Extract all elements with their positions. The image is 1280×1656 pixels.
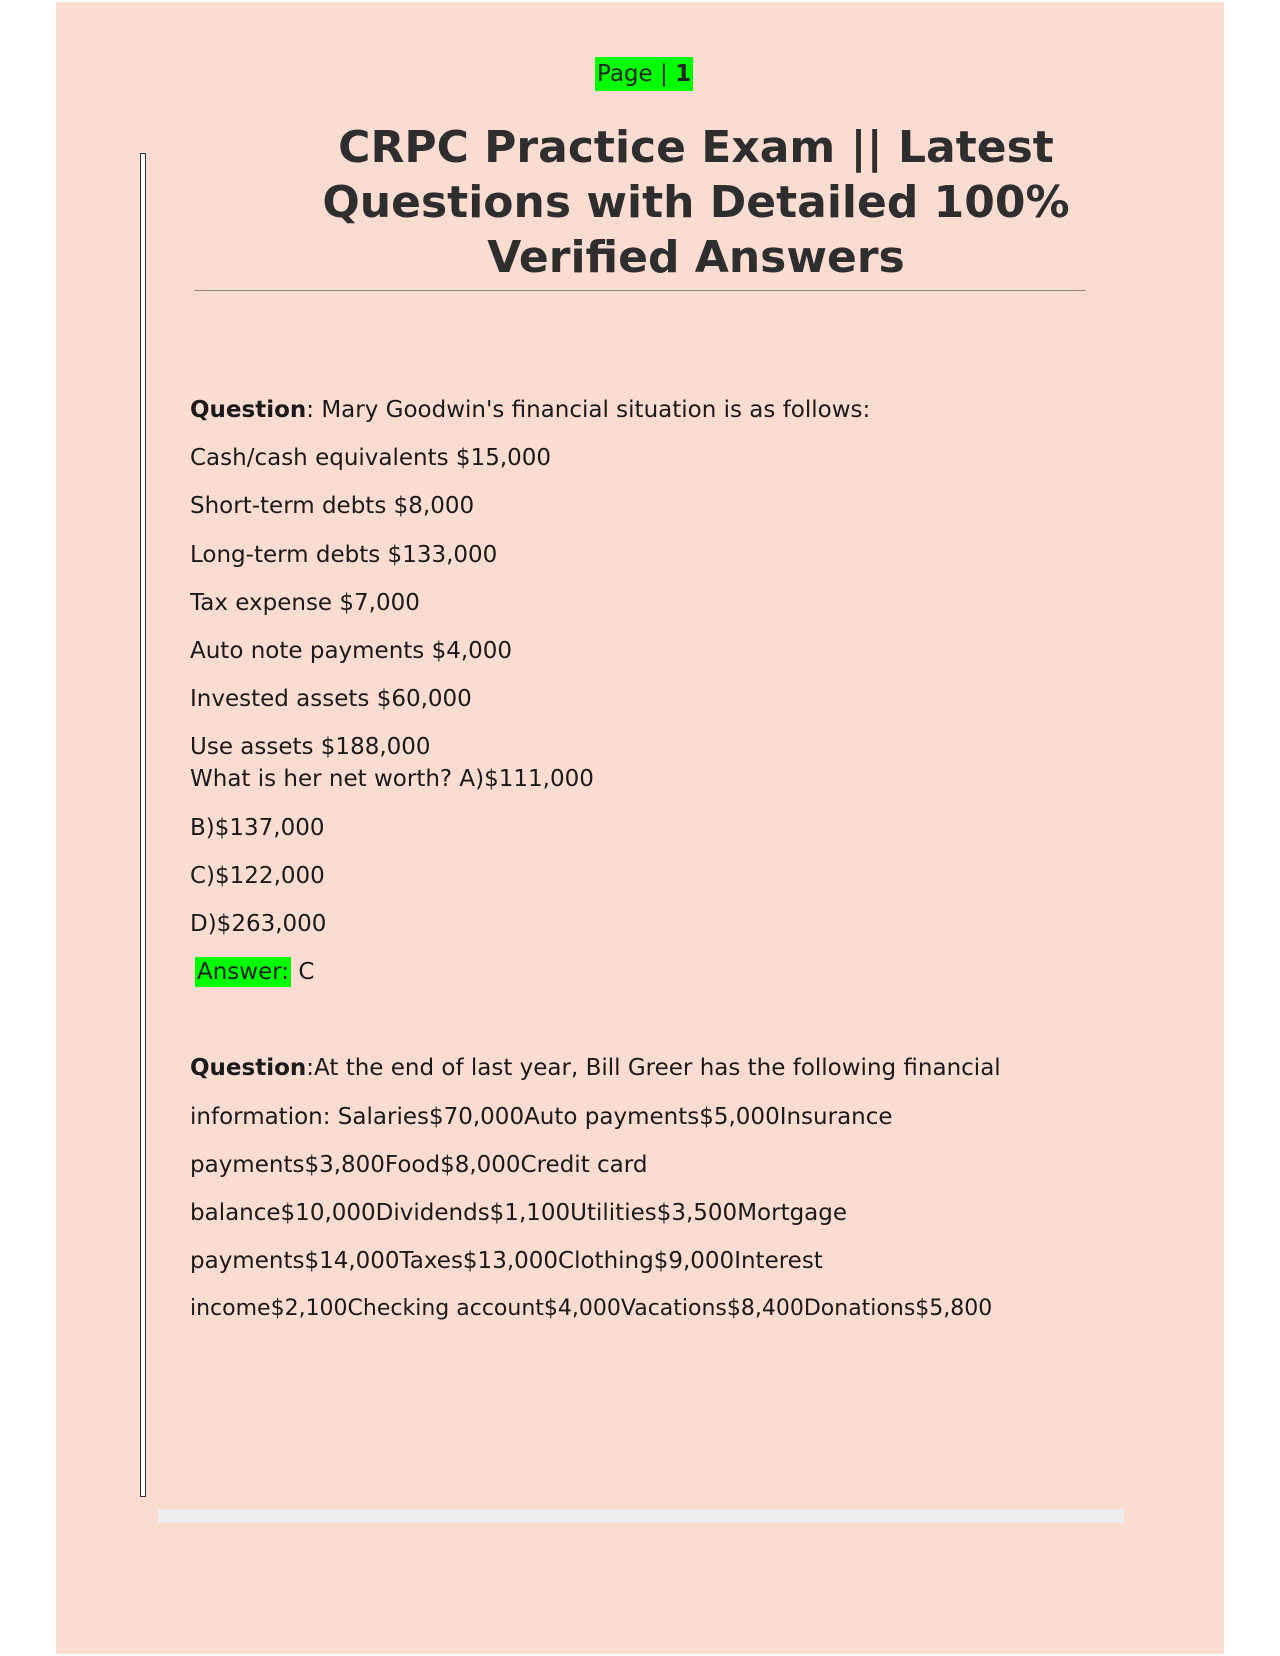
- page-number: 1: [675, 61, 692, 87]
- question-2-line: balance$10,000Dividends$1,100Utilities$3,500Mortgage: [190, 1200, 848, 1226]
- question-1-item: Long-term debts $133,000: [190, 542, 498, 568]
- question-1-answer: [195, 957, 314, 987]
- question-2-line: payments$14,000Taxes$13,000Clothing$9,000Interest: [190, 1248, 823, 1274]
- question-1-item: Short-term debts $8,000: [190, 493, 475, 519]
- question-2-line: information: Salaries$70,000Auto payments$5,000Insurance: [190, 1104, 893, 1130]
- question-1-option: B)$137,000: [190, 815, 325, 841]
- answer-label: Answer:: [197, 959, 290, 985]
- question-1-option: C)$122,000: [190, 863, 325, 889]
- question-1-item: Use assets $188,000: [190, 734, 431, 760]
- page-number-badge: [595, 57, 693, 91]
- question-1-item: Auto note payments $4,000: [190, 638, 513, 664]
- answer-value: C: [291, 959, 315, 985]
- title-underline: [194, 290, 1086, 291]
- document-title: CRPC Practice Exam || Latest Questions with Detailed 100% Verified Answers: [322, 122, 1070, 283]
- question-2-text: :At the end of last year, Bill Greer has the following financial: [306, 1055, 1001, 1081]
- document-page: [56, 2, 1224, 1654]
- question-1-item: Invested assets $60,000: [190, 686, 472, 712]
- question-1-item: Tax expense $7,000: [190, 590, 420, 616]
- question-1-item: Cash/cash equivalents $15,000: [190, 445, 552, 471]
- question-2-line: income$2,100Checking account$4,000Vacations$8,400Donations$5,800: [190, 1296, 993, 1321]
- footer-bar: [158, 1509, 1124, 1523]
- left-margin-bar: [140, 153, 146, 1497]
- question-2-heading: [190, 1053, 1001, 1083]
- question-2-label: Question: [190, 1055, 307, 1081]
- page-label: Page |: [597, 61, 676, 87]
- question-1-text: : Mary Goodwin's financial situation is as follows:: [306, 397, 871, 423]
- question-1-prompt: What is her net worth? A)$111,000: [190, 766, 594, 792]
- question-1-heading: [190, 395, 870, 425]
- question-1-option: D)$263,000: [190, 911, 327, 937]
- question-2-line: payments$3,800Food$8,000Credit card: [190, 1152, 648, 1178]
- question-1-label: Question: [190, 397, 307, 423]
